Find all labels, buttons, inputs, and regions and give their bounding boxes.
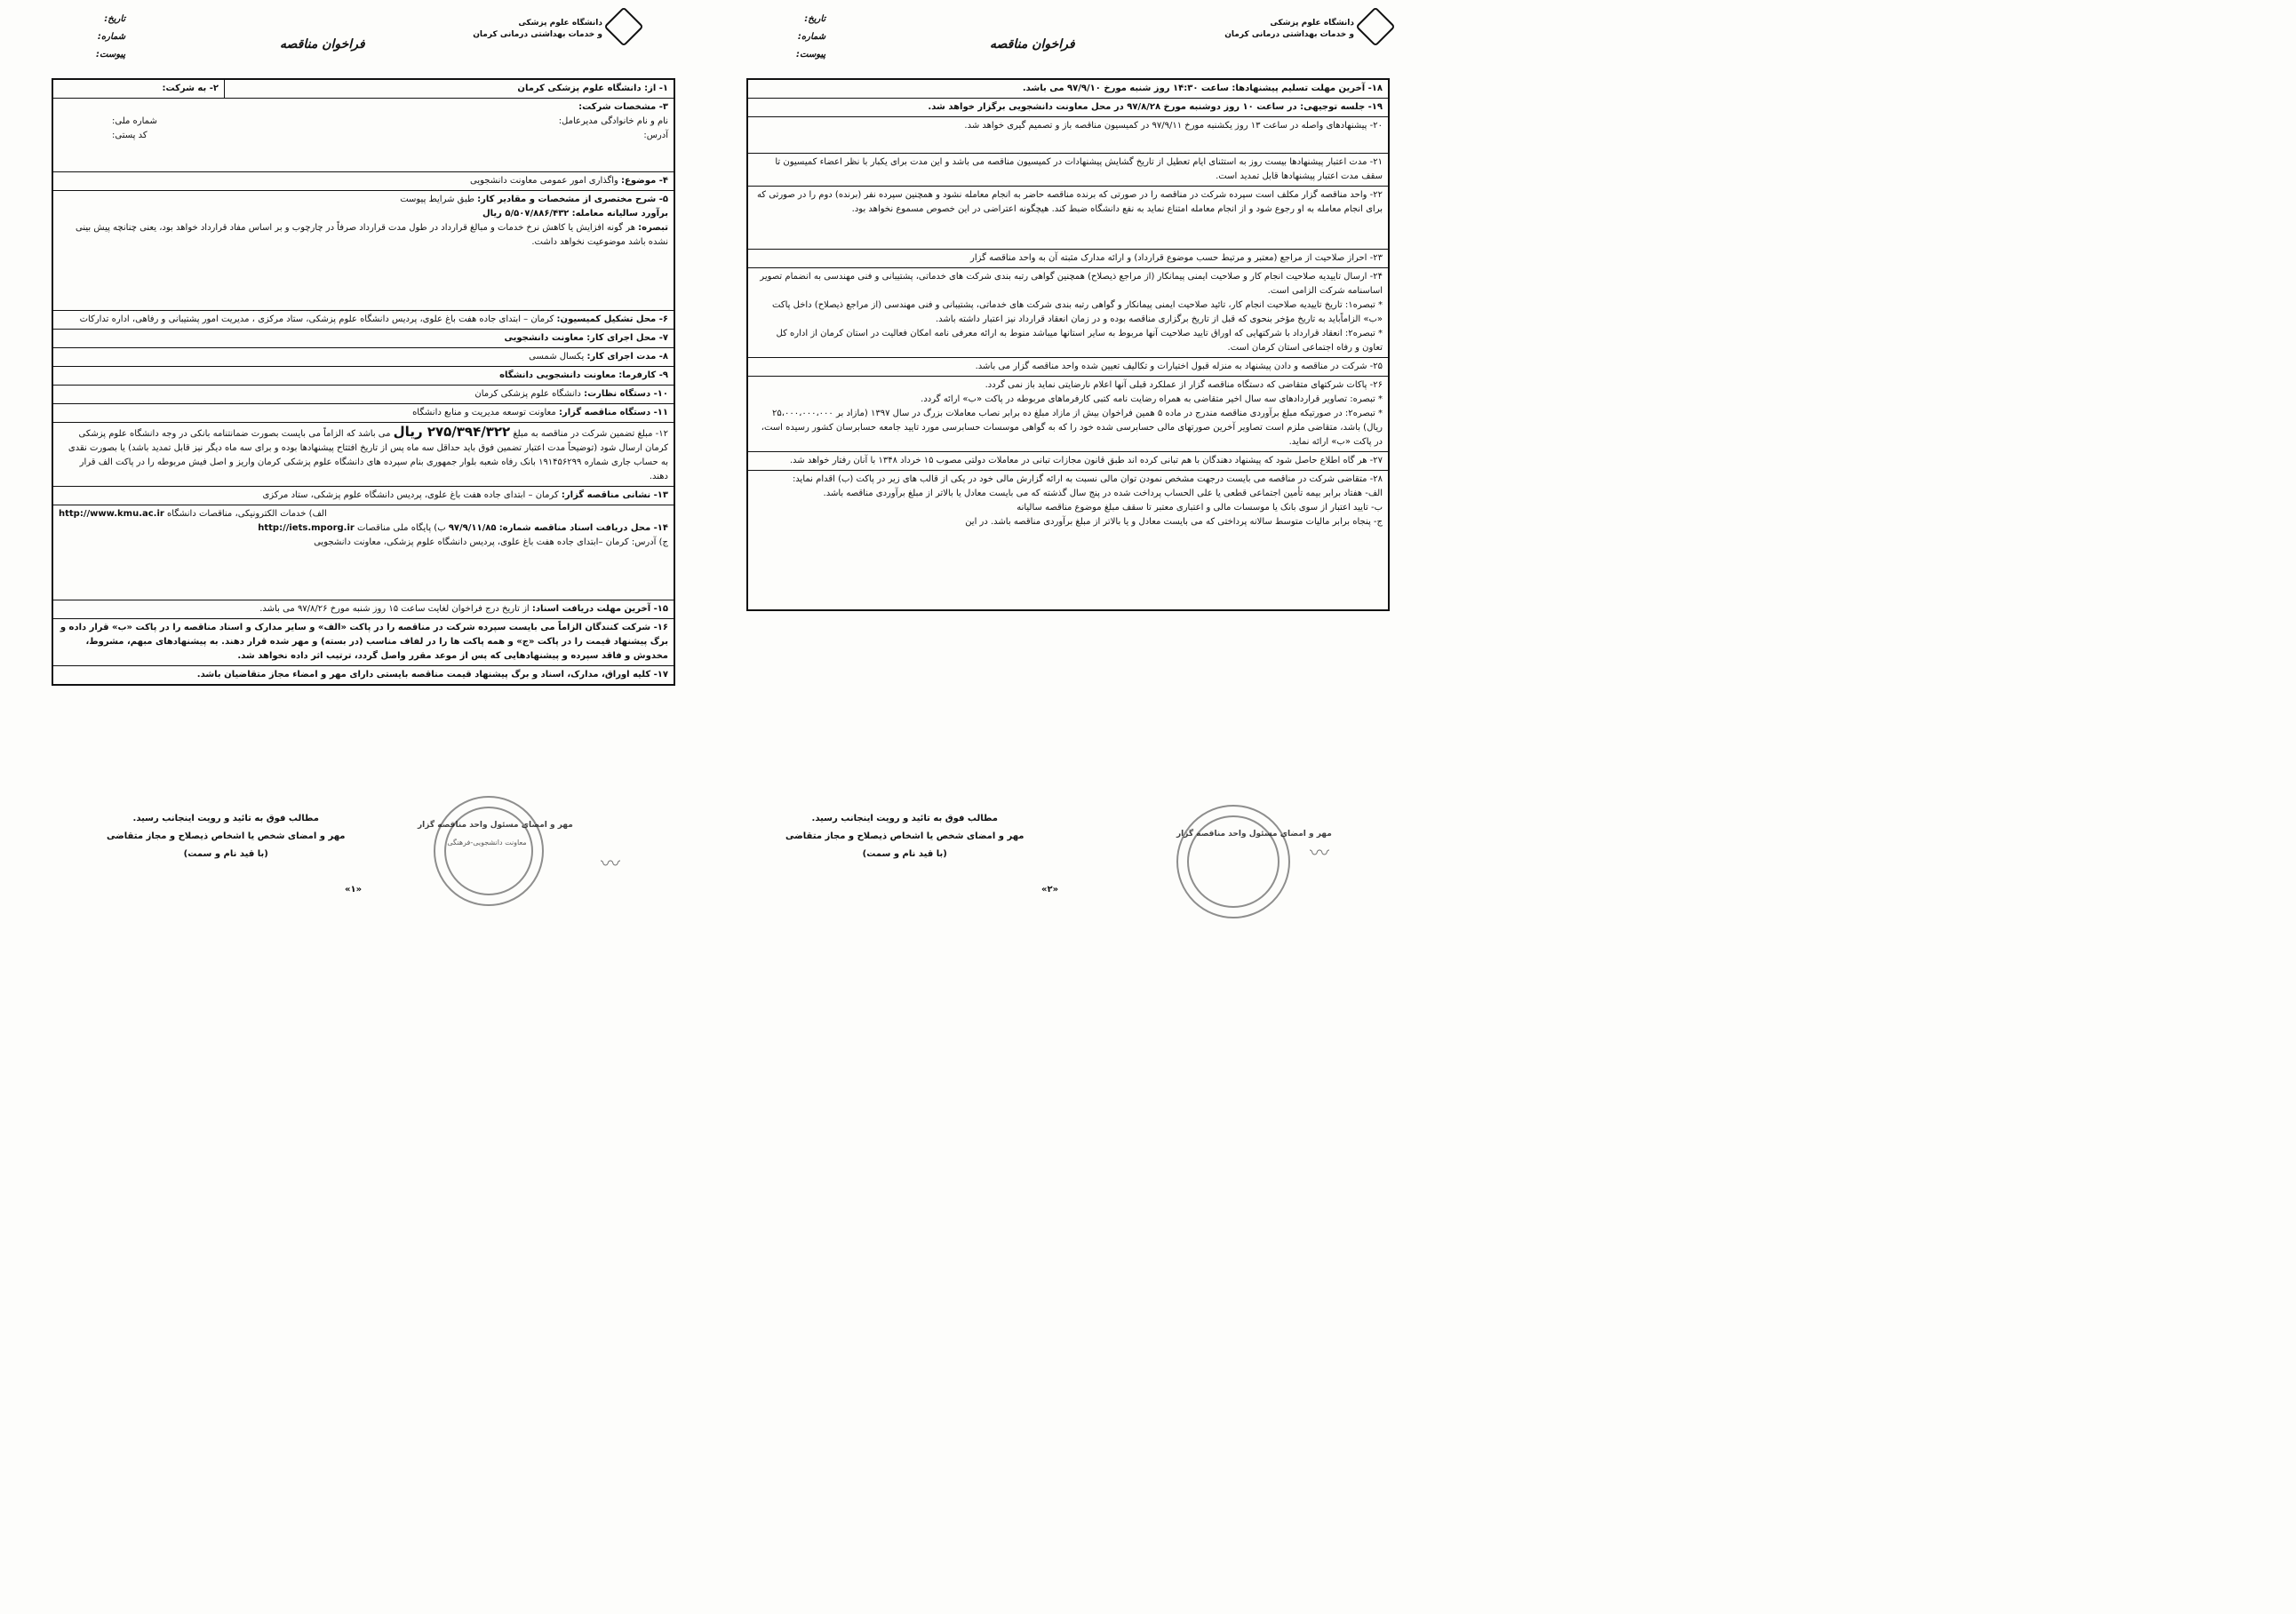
- university-emblem-icon: [603, 6, 643, 46]
- row-employer: ۹- کارفرما: معاونت دانشجویی دانشگاه: [53, 367, 674, 386]
- row-signatures-required: ۱۷- کلیه اوراق، مدارک، اسناد و برگ پیشنهاد قیمت مناقصه بایستی دارای مهر و امضاء مجاز متقاضیان باشد.: [196, 670, 668, 680]
- page-number: «۱»: [345, 885, 363, 894]
- row-submission-deadline: ۱۸- آخرین مهلت تسلیم پیشنهادها: ساعت ۱۴:۳۰ روز شنبه مورخ ۹۷/۹/۱۰ می باشد.: [748, 80, 1388, 99]
- row-commission-place: ۶- محل تشکیل کمیسیون: کرمان – ابتدای جاده هفت باغ علوی، پردیس دانشگاه علوم پزشکی، ستاد مرکزی ، مدیریت امور پشتیبانی و رفاهی، اداره تدارکات: [53, 311, 674, 330]
- university-name: دانشگاه علوم پزشکی و خدمات بهداشتی درمانی کرمان: [1224, 19, 1354, 39]
- stamp-inner-ring: [444, 807, 533, 895]
- tender-table-page1: [52, 78, 675, 686]
- letterhead: [473, 9, 642, 71]
- meta-labels: تاریخ: شماره: پیوست:: [796, 14, 826, 60]
- row-returned-envelopes: ۲۶- پاکات شرکتهای متقاضی که دستگاه مناقصه گزار از عملکرد قبلی آنها اعلام نارضایتی نماید باز نمی گردد. * تبصره: تصاویر قراردادهای سه سال اخیر متقاضی به همراه رضایت نامه کتبی کارفرماهای مربوطه در پاکت «ب» ارائه گردد. * تبصره۲: در صورتیکه مبلغ برآوردی مناقصه مندرج در ماده ۵ همین فراخوان بیش از مازاد مبلغ ده برابر نصاب معاملات بزرگ در سال ۱۳۹۷ (مازاد بر ۲۵،۰۰۰،۰۰۰،۰۰۰ ریال) باشد، متقاضی ملزم است تصاویر آخرین صورتهای مالی حسابرسی شده خود را که به گواهی موسسات حسابرسی مورد تایید جامعه حسابرسان کشور رسیده است، در پاکت «ب» ارائه نماید.: [748, 377, 1388, 452]
- document-title: فراخوان مناقصه: [280, 37, 365, 52]
- row-tender-organizer: ۱۱- دستگاه مناقصه گزار: معاونت توسعه مدیریت و منابع دانشگاه: [53, 404, 674, 423]
- row-certificates: ۲۴- ارسال تاییدیه صلاحیت انجام کار و صلاحیت ایمنی پیمانکار (از مراجع ذیصلاح) همچنین گواهی رتبه بندی شرکت های خدماتی، پشتیبانی و فنی مهندسی به انضمام تصویر اساسنامه شرکت الزامی است. * تبصره۱: تاریخ تاییدیه صلاحیت انجام کار، تائید صلاحیت ایمنی پیمانکار و گواهی رتبه بندی شرکت های خدماتی، پشتیبانی و فنی مهندسی (از مراجع ذیصلاح) داخل پاکت «ب» الزاماًباید به تاریخ مؤخر بنحوی که قبل از تاریخ برگزاری مناقصه بوده و در زمان انعقاد قرارداد نیز اعتبار داشته باشد. * تبصره۲: انعقاد قرارداد با شرکتهایی که اوراق تایید صلاحیت آنها مربوط به سایر استانها میباشد منوط به ارائه معرفی نامه امکان فعالیت در استان کرمان از اداره کل تعاون و رفاه اجتماعی استان کرمان است.: [748, 268, 1388, 358]
- signature-icon: 〰: [601, 854, 621, 876]
- meta-labels: تاریخ: شماره: پیوست:: [96, 14, 126, 60]
- row-duration: ۸- مدت اجرای کار: یکسال شمسی: [53, 348, 674, 367]
- row-acceptance: ۲۵- شرکت در مناقصه و دادن پیشنهاد به منزله قبول اختیارات و تکالیف تعیین شده واحد مناقصه گزار می باشد.: [748, 358, 1388, 377]
- row-subject: ۴- موضوع: واگذاری امور عمومی معاونت دانشجویی: [53, 172, 674, 191]
- row-qualification: ۲۳- احراز صلاحیت از مراجع (معتبر و مرتبط حسب موضوع قرارداد) و ارائه مدارک مثبته آن به واحد مناقصه گزار: [748, 250, 1388, 268]
- row-supervisor: ۱۰- دستگاه نظارت: دانشگاه علوم پزشکی کرمان: [53, 386, 674, 404]
- document-title: فراخوان مناقصه: [990, 37, 1075, 52]
- signature-icon: 〰: [1310, 843, 1330, 865]
- row-documents-location: الف) خدمات الکترونیکی، مناقصات دانشگاه http://www.kmu.ac.ir ۱۴- محل دریافت اسناد مناقصه شماره: ۹۷/۹/۱۱/۸۵ ب) پایگاه ملی مناقصات http://iets.mporg.ir ج) آدرس: کرمان –ابتدای جاده هفت باغ علوی، پردیس دانشگاه علوم پزشکی، معاونت دانشجویی: [53, 505, 674, 600]
- applicant-confirmation: مطالب فوق به تائید و رویت اینجانب رسید. مهر و امضای شخص یا اشخاص ذیصلاح و مجاز متقاضی (با قید نام و سمت): [785, 814, 1024, 859]
- applicant-confirmation: مطالب فوق به تائید و رویت اینجانب رسید. مهر و امضای شخص یا اشخاص ذیصلاح و مجاز متقاضی (با قید نام و سمت): [107, 814, 346, 859]
- row-briefing-session: ۱۹- جلسه توجیهی: در ساعت ۱۰ روز دوشنبه مورخ ۹۷/۸/۲۸ در محل معاونت دانشجویی برگزار خواهد شد.: [748, 99, 1388, 117]
- row-work-place: ۷- محل اجرای کار: معاونت دانشجویی: [53, 330, 674, 348]
- tender-table-page2: [746, 78, 1390, 611]
- row-forfeit: ۲۲- واحد مناقصه گزار مکلف است سپرده شرکت در مناقصه را در صورتی که برنده مناقصه حاضر به انجام معامله نشود و همچنین سپرده نفر (برنده) دوم را در صورتی که برای انجام معامله به او رجوع شود و از انجام معامله امتناع نماید به نفع دانشگاه ضبط کند. هیچگونه اعتراضی در این خصوص مسموع نخواهد بود.: [748, 187, 1388, 250]
- row-financial-capacity: ۲۸- متقاضی شرکت در مناقصه می بایست درجهت مشخص نمودن توان مالی نسبت به ارائه گزارش مالی خود در یکی از قالب های زیر در پاکت (ب) اقدام نماید: الف- هفتاد برابر بیمه تأمین اجتماعی قطعی یا علی الحساب پرداخت شده در پنج سال گذشته که می بایست معادل یا بالاتر از مبلغ برآوردی مناقصه باشد. ب- تایید اعتبار از سوی بانک یا موسسات مالی و اعتباری معتبر تا سقف مبلغ موضوع مناقصه سالیانه ج- پنجاه برابر مالیات متوسط سالانه پرداختی که می بایست معادل و یا بالاتر از مبلغ برآوردی مناقصه باشد. در این: [792, 474, 1383, 527]
- row-guarantee: ۱۲- مبلغ تضمین شرکت در مناقصه به مبلغ ۲۷۵/۳۹۴/۳۲۲ ریال می باشد که الزاماً می بایست بصورت ضمانتنامه بانکی در وجه دانشگاه علوم پزشکی کرمان ارسال شود (توضیحاً مدت اعتبار تضمین فوق باید حداقل سه ماه پس از تاریخ افتتاح پیشنهادها بوده و برای سه ماه دیگر نیز قابل تمدید باشد) یا بصورت نقدی به حساب جاری شماره ۱۹۱۴۵۶۲۹۹ بانک رفاه شعبه بلوار جمهوری بنام سپرده های دانشگاه علوم پزشکی کرمان واریز و اصل فیش مربوطه را در پاکت الف قرار دهند.: [53, 423, 674, 487]
- page-number: «۲»: [1041, 885, 1059, 894]
- row-opening: ۲۰- پیشنهادهای واصله در ساعت ۱۳ روز یکشنبه مورخ ۹۷/۹/۱۱ در کمیسیون مناقصه باز و تصمیم گیری خواهد شد.: [748, 117, 1388, 154]
- stamp-text: معاونت دانشجویی-فرهنگی: [447, 839, 527, 847]
- row-envelopes: ۱۶- شرکت کنندگان الزاماً می بایست سپرده شرکت در مناقصه را در پاکت «الف» و سایر مدارک و اسناد مناقصه را در پاکت «ب» قرار داده و برگ پیشنهاد قیمت را در پاکت «ج» و همه پاکت ها را در لفاف مناسب (در بسته) و مهر شده قرار دهند. به پیشنهادهای مبهم، مشروط، مخدوش و فاقد سپرده و پیشنهادهایی که پس از موعد مقرر واصل گردد، ترتیب اثر داده نخواهد شد.: [53, 619, 674, 666]
- row-organizer-address: ۱۳- نشانی مناقصه گزار: کرمان – ابتدای جاده هفت باغ علوی، پردیس دانشگاه علوم پزشکی، ستاد مرکزی: [53, 487, 674, 505]
- row-company-specs: ۳- مشخصات شرکت: نام و نام خانوادگی مدیرعامل: شماره ملی: آدرس: کد پستی:: [53, 99, 674, 172]
- university-name: دانشگاه علوم پزشکی و خدمات بهداشتی درمانی کرمان: [473, 19, 602, 39]
- university-emblem-icon: [1355, 6, 1395, 46]
- row-description: ۵- شرح مختصری از مشخصات و مقادیر کار: طبق شرایط پیوست برآورد سالیانه معامله: ۵/۵۰۷/۸۸۶/۴۳۲ ریال تبصره: هر گونه افزایش یا کاهش نرخ خدمات و مبالغ قرارداد در طول مدت قرارداد صرفاً در چارچوب و بر اساس مفاد قرارداد خواهد بود، یعنی چنانچه پیش بینی نشده باشد موضوعیت نخواهد داشت.: [53, 191, 674, 311]
- stamp-caption: مهر و امضای مسئول واحد مناقصه گزار: [418, 821, 573, 830]
- letterhead: [1224, 9, 1393, 71]
- page-1: [0, 0, 697, 981]
- row-validity: ۲۱- مدت اعتبار پیشنهادها بیست روز به استثنای ایام تعطیل از تاریخ گشایش پیشنهادات در کمیسیون مناقصه می باشد و این مدت برای یکبار با نظر اعضاء کمیسیون تا سقف مدت اعتبار پیشنهادها قابل تمدید است.: [748, 154, 1388, 187]
- row-collusion: ۲۷- هر گاه اطلاع حاصل شود که پیشنهاد دهندگان با هم تبانی کرده اند طبق قانون مجازات تبانی در معاملات دولتی مصوب ۱۵ خرداد ۱۳۴۸ با آنان رفتار خواهد شد.: [748, 452, 1388, 471]
- row-from-to: ۱- از: دانشگاه علوم پزشکی کرمان ۲- به شرکت:: [53, 80, 674, 99]
- row-receive-deadline: ۱۵- آخرین مهلت دریافت اسناد: از تاریخ درج فراخوان لغایت ساعت ۱۵ روز شنبه مورخ ۹۷/۸/۲۶ می باشد.: [53, 600, 674, 619]
- stamp-caption: مهر و امضای مسئول واحد مناقصه گزار: [1176, 830, 1332, 839]
- page-2: [697, 0, 1393, 981]
